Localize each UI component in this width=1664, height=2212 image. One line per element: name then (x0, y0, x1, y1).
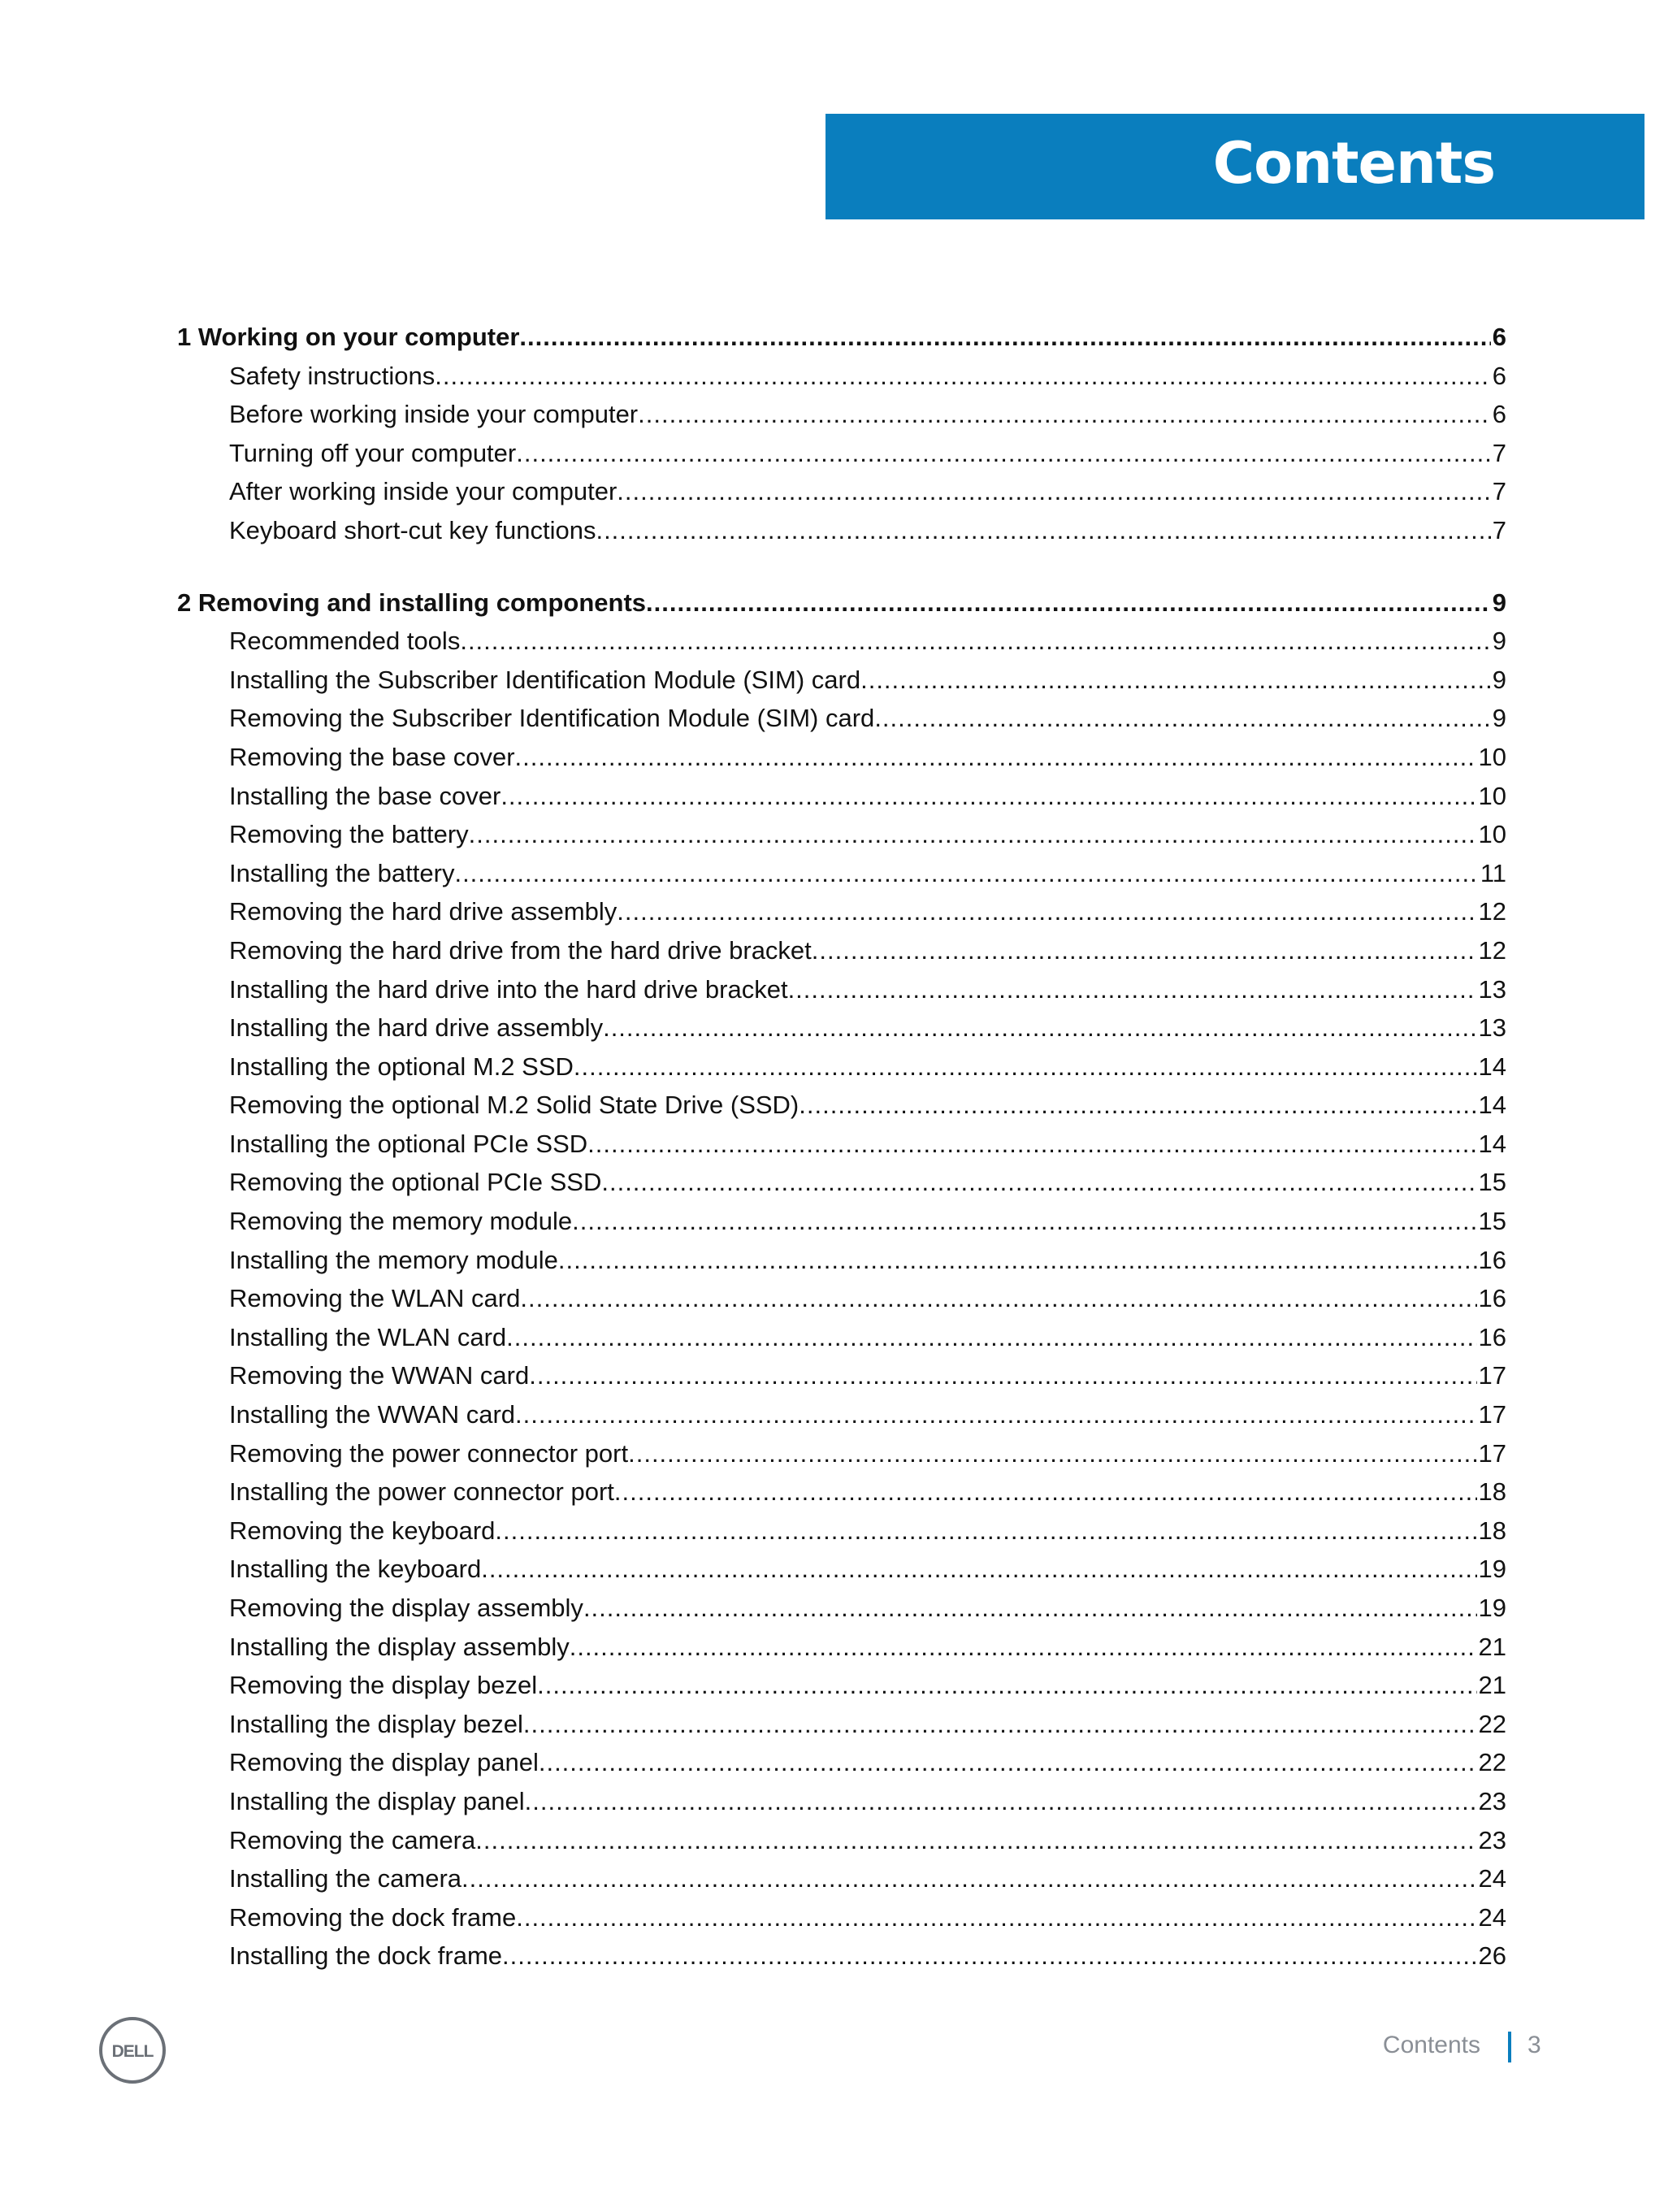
toc-entry-label: Installing the base cover (229, 781, 501, 810)
toc-chapter-2[interactable] (177, 583, 1506, 622)
toc-entry-label: Installing the memory module (229, 1245, 558, 1274)
toc-entry-label: Removing the display bezel (229, 1671, 538, 1700)
toc-entry-label: Removing the power connector port (229, 1438, 629, 1468)
footer-page-number: 3 (1528, 2032, 1541, 2058)
chapter-spacer (177, 550, 1506, 583)
toc-entry-label: Removing the hard drive from the hard drive bracket (229, 935, 812, 965)
toc-page-number: 6 (1492, 361, 1506, 390)
toc-entry-label: Installing the dock frame (229, 1941, 503, 1971)
toc-entry[interactable] (177, 1589, 1506, 1628)
toc-entry-label: Removing the display panel (229, 1748, 539, 1777)
footer-divider (1508, 2032, 1511, 2062)
dot-leader (628, 1434, 1476, 1473)
toc-entry[interactable] (177, 1512, 1506, 1551)
dell-logo (98, 2015, 167, 2085)
toc-page-number: 21 (1478, 1671, 1506, 1700)
dot-leader (638, 395, 1491, 434)
dot-leader (523, 1705, 1477, 1744)
toc-entry-label: Removing the optional M.2 Solid State Drive (SSD) (229, 1091, 800, 1120)
toc-entry[interactable] (177, 1666, 1506, 1705)
toc-entry-label: Installing the optional PCIe SSD (229, 1129, 588, 1158)
toc-entry[interactable] (177, 511, 1506, 550)
dot-leader (874, 699, 1490, 738)
toc-page-number: 21 (1478, 1632, 1506, 1661)
toc-entry[interactable] (177, 1434, 1506, 1473)
toc-page-number: 6 (1492, 323, 1506, 351)
dot-leader (603, 1008, 1476, 1047)
dot-leader (583, 1589, 1477, 1628)
dot-leader (860, 661, 1491, 700)
dot-leader (481, 1550, 1476, 1589)
toc-entry[interactable] (177, 661, 1506, 700)
toc-entry-label: Installing the WLAN card (229, 1322, 507, 1351)
toc-entry-label: Removing the optional PCIe SSD (229, 1168, 602, 1197)
toc-page-number: 19 (1478, 1555, 1506, 1584)
table-of-contents (177, 318, 1506, 1976)
dot-leader (574, 1047, 1477, 1086)
toc-page-number: 23 (1478, 1786, 1506, 1815)
toc-page-number: 18 (1478, 1477, 1506, 1507)
toc-page-number: 23 (1478, 1825, 1506, 1854)
dot-leader (799, 1086, 1476, 1125)
page-title: Contents (1212, 130, 1495, 197)
toc-entry[interactable] (177, 1125, 1506, 1164)
toc-entry[interactable] (177, 1047, 1506, 1086)
toc-page-number: 13 (1478, 1013, 1506, 1043)
toc-entry[interactable] (177, 854, 1506, 893)
toc-entry[interactable] (177, 1395, 1506, 1434)
toc-entry[interactable] (177, 1743, 1506, 1782)
toc-entry-label: After working inside your computer (229, 477, 618, 506)
toc-entry-label: Removing the WLAN card (229, 1284, 521, 1313)
footer-section-label: Contents (1382, 2032, 1480, 2058)
toc-entry[interactable] (177, 1782, 1506, 1821)
dot-leader (617, 892, 1476, 931)
toc-page-number: 16 (1478, 1322, 1506, 1351)
toc-page-number: 22 (1478, 1748, 1506, 1777)
toc-page-number: 26 (1478, 1941, 1506, 1971)
toc-entry[interactable] (177, 1472, 1506, 1512)
toc-page-number: 16 (1478, 1284, 1506, 1313)
toc-page-number: 10 (1478, 781, 1506, 810)
dot-leader (646, 583, 1491, 622)
toc-page-number: 14 (1478, 1091, 1506, 1120)
toc-entry[interactable] (177, 1628, 1506, 1667)
dot-leader (558, 1241, 1477, 1280)
toc-entry-label: Installing the optional M.2 SSD (229, 1052, 574, 1081)
toc-entry[interactable] (177, 931, 1506, 970)
toc-entry[interactable] (177, 815, 1506, 854)
toc-page-number: 6 (1492, 400, 1506, 429)
dell-logo-text: DELL (111, 2042, 154, 2061)
toc-entry-label: Installing the WWAN card (229, 1400, 516, 1429)
dot-leader (516, 1898, 1476, 1937)
toc-page-number: 12 (1478, 935, 1506, 965)
toc-page-number: 7 (1492, 515, 1506, 544)
toc-entry-label: Removing the dock frame (229, 1902, 517, 1932)
toc-entry[interactable] (177, 1550, 1506, 1589)
dot-leader (515, 738, 1477, 777)
toc-entry[interactable] (177, 357, 1506, 396)
toc-page-number: 15 (1478, 1207, 1506, 1236)
toc-entry-label: Removing the keyboard (229, 1516, 496, 1545)
toc-chapter-title: 2 Removing and installing components (177, 588, 647, 617)
dot-leader (506, 1318, 1476, 1357)
toc-page-number: 9 (1492, 627, 1506, 656)
toc-chapter-1[interactable] (177, 318, 1506, 357)
toc-page-number: 22 (1478, 1709, 1506, 1738)
toc-entry[interactable] (177, 434, 1506, 473)
toc-page-number: 11 (1480, 858, 1506, 887)
toc-entry[interactable] (177, 1241, 1506, 1280)
toc-entry[interactable] (177, 699, 1506, 738)
toc-page-number: 10 (1478, 820, 1506, 849)
toc-page-number: 15 (1478, 1168, 1506, 1197)
toc-entry[interactable] (177, 472, 1506, 511)
dot-leader (525, 1782, 1477, 1821)
dot-leader (500, 777, 1476, 816)
toc-entry-label: Removing the display assembly (229, 1594, 583, 1622)
toc-chapter-title: 1 Working on your computer (177, 323, 520, 351)
toc-entry-label: Removing the battery (229, 820, 469, 849)
toc-entry-label: Installing the display bezel (229, 1709, 523, 1738)
dot-leader (454, 854, 1478, 893)
toc-entry-label: Installing the battery (229, 858, 455, 887)
toc-page-number: 19 (1478, 1594, 1506, 1622)
toc-entry-label: Removing the WWAN card (229, 1361, 530, 1390)
toc-entry[interactable] (177, 1279, 1506, 1318)
dot-leader (617, 472, 1490, 511)
toc-page-number: 10 (1478, 742, 1506, 771)
dot-leader (596, 511, 1490, 550)
toc-entry[interactable] (177, 970, 1506, 1009)
toc-page-number: 16 (1478, 1245, 1506, 1274)
toc-entry-label: Installing the hard drive assembly (229, 1013, 604, 1043)
dot-leader (515, 1395, 1476, 1434)
toc-entry[interactable] (177, 1705, 1506, 1744)
toc-entry-label: Before working inside your computer (229, 400, 639, 429)
toc-entry[interactable] (177, 1163, 1506, 1202)
toc-entry-label: Removing the Subscriber Identification Module (SIM) card (229, 704, 875, 733)
toc-entry[interactable] (177, 892, 1506, 931)
toc-page-number: 7 (1492, 438, 1506, 467)
dot-leader (519, 318, 1490, 357)
toc-entry-label: Installing the display panel (229, 1786, 525, 1815)
toc-page-number: 14 (1478, 1052, 1506, 1081)
toc-page-number: 9 (1492, 665, 1506, 694)
toc-entry-label: Keyboard short-cut key functions (229, 515, 596, 544)
dot-leader (539, 1743, 1477, 1782)
toc-entry-label: Installing the power connector port (229, 1477, 614, 1507)
toc-entry[interactable] (177, 1008, 1506, 1047)
toc-entry-label: Installing the hard drive into the hard drive bracket (229, 974, 788, 1004)
dot-leader (614, 1472, 1477, 1512)
toc-entry[interactable] (177, 1318, 1506, 1357)
toc-entry-label: Recommended tools (229, 627, 461, 656)
toc-page-number: 7 (1492, 477, 1506, 506)
toc-entry[interactable] (177, 1202, 1506, 1241)
toc-entry-label: Installing the display assembly (229, 1632, 570, 1661)
dot-leader (460, 622, 1490, 661)
toc-entry[interactable] (177, 1356, 1506, 1395)
toc-page-number: 9 (1492, 588, 1506, 617)
dot-leader (601, 1163, 1476, 1202)
dot-leader (537, 1666, 1476, 1705)
toc-entry-label: Safety instructions (229, 361, 436, 390)
dot-leader (495, 1512, 1476, 1551)
toc-entry[interactable] (177, 1898, 1506, 1937)
dot-leader (812, 931, 1477, 970)
toc-entry-label: Removing the base cover (229, 742, 515, 771)
toc-entry-label: Installing the keyboard (229, 1555, 482, 1584)
toc-page-number: 14 (1478, 1129, 1506, 1158)
toc-entry-label: Turning off your computer (229, 438, 517, 467)
toc-page-number: 17 (1478, 1361, 1506, 1390)
toc-page-number: 17 (1478, 1438, 1506, 1468)
toc-page-number: 24 (1478, 1902, 1506, 1932)
toc-entry[interactable] (177, 395, 1506, 434)
dot-leader (529, 1356, 1476, 1395)
dot-leader (435, 357, 1490, 396)
dot-leader (462, 1859, 1476, 1898)
toc-entry-label: Removing the camera (229, 1825, 476, 1854)
toc-entry[interactable] (177, 738, 1506, 777)
toc-page-number: 13 (1478, 974, 1506, 1004)
dot-leader (788, 970, 1477, 1009)
dot-leader (572, 1202, 1476, 1241)
toc-entry[interactable] (177, 1821, 1506, 1860)
dot-leader (516, 434, 1491, 473)
dot-leader (502, 1937, 1477, 1976)
toc-page-number: 18 (1478, 1516, 1506, 1545)
toc-page-number: 17 (1478, 1400, 1506, 1429)
toc-entry-label: Installing the Subscriber Identification Module (SIM) card (229, 665, 861, 694)
toc-page-number: 24 (1478, 1864, 1506, 1893)
toc-entry-label: Removing the memory module (229, 1207, 573, 1236)
contents-title-banner (826, 114, 1644, 219)
toc-entry[interactable] (177, 1937, 1506, 1976)
toc-entry[interactable] (177, 1859, 1506, 1898)
dot-leader (469, 815, 1477, 854)
toc-entry[interactable] (177, 1086, 1506, 1125)
dot-leader (587, 1125, 1476, 1164)
toc-page-number: 9 (1492, 704, 1506, 733)
dot-leader (520, 1279, 1476, 1318)
dot-leader (570, 1628, 1477, 1667)
toc-page-number: 12 (1478, 897, 1506, 926)
toc-entry[interactable] (177, 622, 1506, 661)
toc-entry-label: Removing the hard drive assembly (229, 897, 618, 926)
toc-entry[interactable] (177, 777, 1506, 816)
toc-entry-label: Installing the camera (229, 1864, 462, 1893)
dot-leader (475, 1821, 1476, 1860)
